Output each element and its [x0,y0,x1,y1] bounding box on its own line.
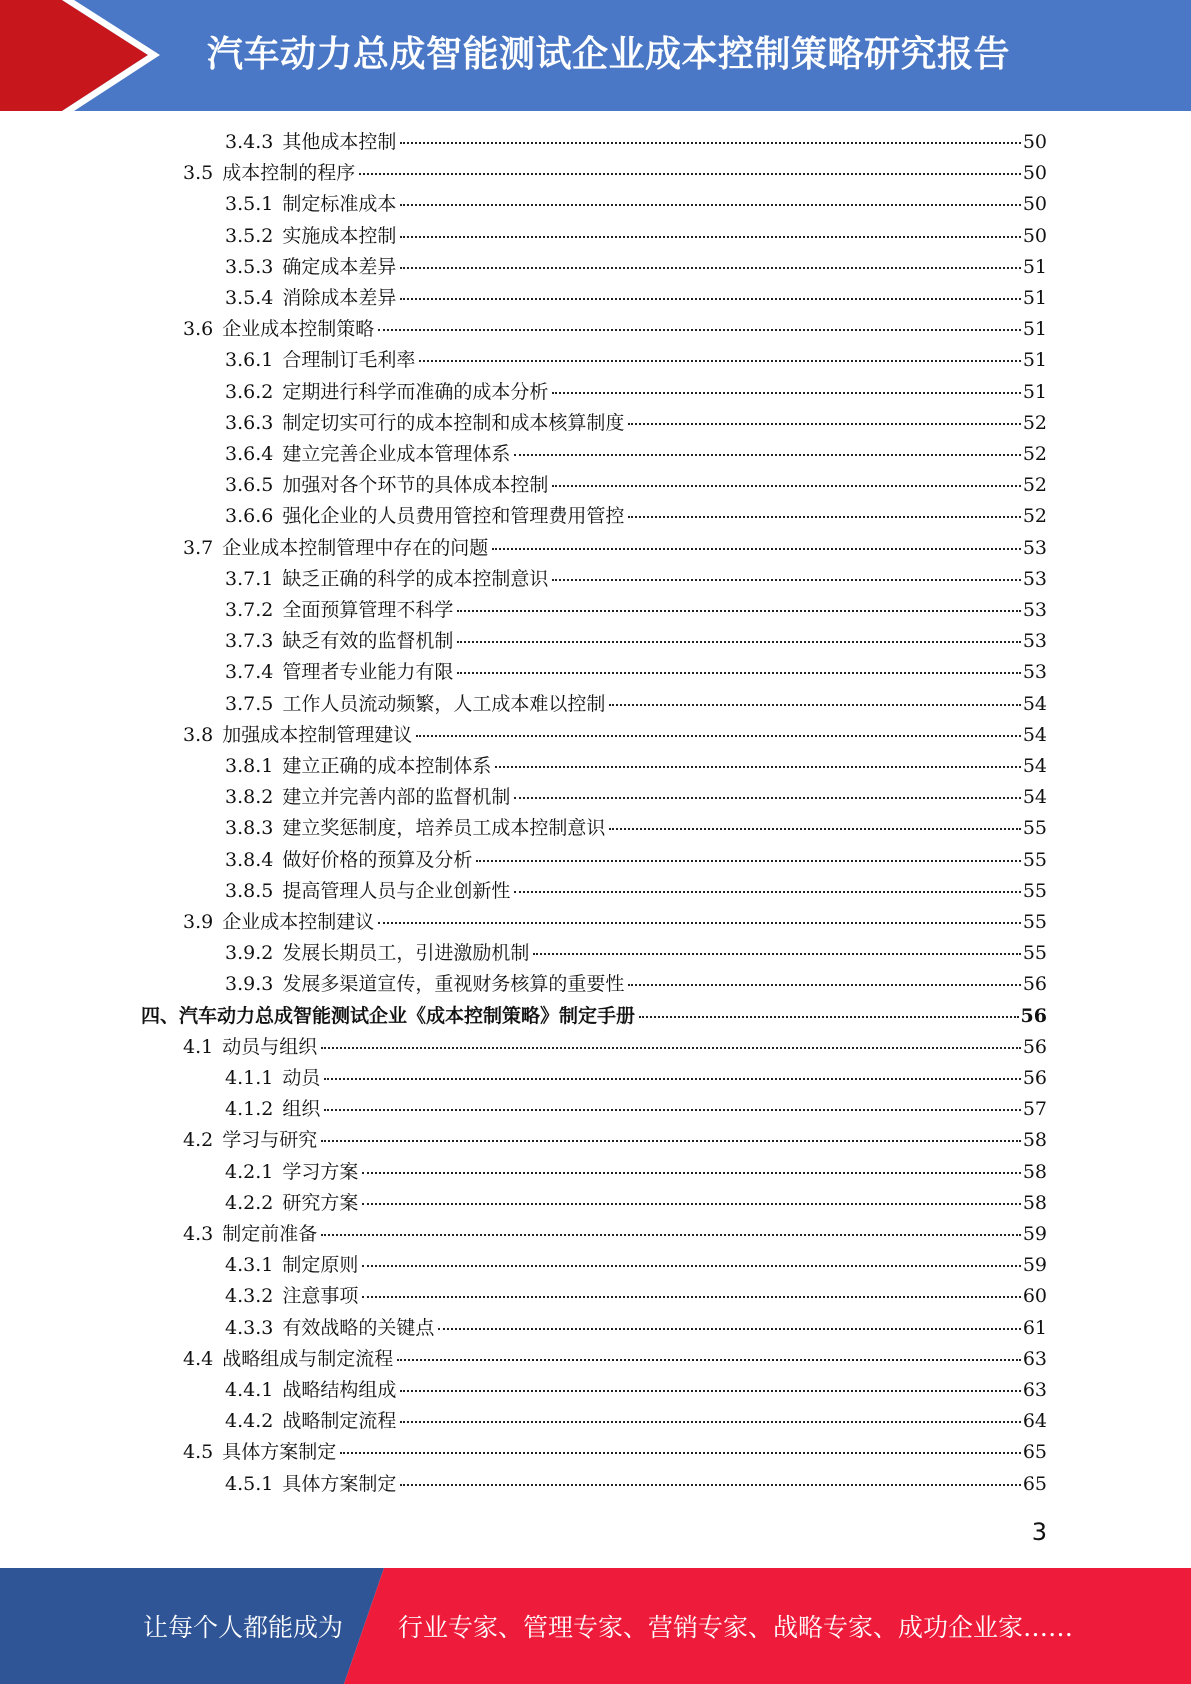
toc-entry[interactable] [225,1157,1047,1188]
toc-entry-number: 4.2.1 [225,1160,274,1183]
toc-entry-number: 4.2 [183,1129,214,1152]
toc-entry[interactable] [141,1001,1047,1032]
report-title: 汽车动力总成智能测试企业成本控制策略研究报告 [207,34,1011,75]
toc-entry-page: 52 [1022,474,1047,497]
toc-entry-page: 52 [1022,505,1047,528]
toc-entry-number: 3.7 [183,536,214,559]
toc-entry-page: 53 [1022,599,1047,621]
toc-entry-title: 实施成本控制 [282,224,397,247]
toc-entry[interactable] [225,1188,1047,1219]
toc-entry[interactable] [225,1469,1047,1500]
toc-leader-dots [362,1203,1020,1205]
toc-entry[interactable] [225,626,1047,657]
toc-entry-title: 全面预算管理不科学 [282,599,454,621]
footer-banner [0,1568,1191,1684]
toc-entry[interactable] [183,1344,1047,1375]
toc-leader-dots [321,1234,1021,1236]
toc-entry-title: 战略组成与制定流程 [222,1347,394,1370]
toc-entry-number: 3.7.2 [225,599,274,621]
toc-entry-title: 动员 [282,1067,321,1089]
toc-entry-page: 63 [1022,1379,1047,1401]
toc-leader-dots [552,485,1020,487]
toc-leader-dots [533,953,1020,955]
toc-entry[interactable] [225,345,1047,376]
toc-leader-dots [457,672,1020,674]
toc-entry-title: 制定标准成本 [282,193,397,216]
toc-leader-dots [400,142,1020,144]
toc-entry-page: 58 [1022,1160,1047,1183]
toc-entry-number: 3.6.2 [225,380,274,403]
footer-slogan-right: 行业专家、管理专家、营销专家、战略专家、成功企业家…… [398,1613,1074,1642]
toc-entry-page: 50 [1022,162,1047,185]
toc-entry-title: 发展多渠道宣传，重视财务核算的重要性 [282,973,625,996]
toc-entry-page: 51 [1022,349,1047,372]
toc-leader-dots [476,860,1020,862]
toc-leader-dots [419,360,1020,362]
toc-entry-page: 61 [1022,1316,1047,1339]
toc-entry[interactable] [225,1063,1047,1094]
toc-entry-title: 具体方案制定 [282,1472,397,1495]
toc-leader-dots [400,236,1020,238]
toc-entry-number: 4.1 [183,1035,214,1058]
toc-entry[interactable] [225,689,1047,720]
toc-entry-number: 4.1.2 [225,1098,274,1121]
toc-leader-dots [438,1328,1020,1330]
header-banner [0,0,1191,111]
toc-entry-number: 3.7.5 [225,692,274,715]
toc-leader-dots [397,1359,1021,1361]
toc-leader-dots [514,891,1020,893]
toc-entry-page: 55 [1022,911,1047,933]
toc-entry-number: 4.3.2 [225,1285,274,1308]
toc-entry-title: 做好价格的预算及分析 [282,848,473,871]
toc-entry-title: 注意事项 [282,1285,359,1308]
toc-entry-title: 管理者专业能力有限 [282,661,454,684]
toc-leader-dots [400,267,1020,269]
toc-leader-dots [321,1047,1021,1049]
toc-entry-number: 3.9.2 [225,942,274,965]
toc-entry-page: 54 [1022,755,1047,777]
toc-entry-page: 59 [1022,1254,1047,1277]
toc-entry-page: 64 [1022,1410,1047,1433]
toc-leader-dots [552,579,1020,581]
toc-entry-page: 55 [1022,942,1047,965]
toc-entry[interactable] [225,439,1047,470]
toc-entry-page: 59 [1022,1223,1047,1245]
toc-entry-title: 四、汽车动力总成智能测试企业《成本控制策略》制定手册 [141,1004,636,1027]
toc-leader-dots [639,1016,1019,1018]
toc-leader-dots [378,922,1021,924]
page-number: 3 [1031,1518,1047,1546]
toc-entry-number: 3.6.4 [225,443,274,465]
toc-entry-title: 加强对各个环节的具体成本控制 [282,474,549,497]
toc-entry-page: 51 [1022,380,1047,403]
toc-entry-number: 3.6.3 [225,411,274,434]
toc-entry-title: 工作人员流动频繁，人工成本难以控制 [282,692,606,715]
toc-entry-page: 53 [1022,630,1047,653]
toc-entry[interactable] [225,408,1047,439]
toc-entry-page: 54 [1022,786,1047,809]
toc-leader-dots [628,516,1020,518]
toc-entry-number: 3.5.4 [225,287,274,309]
toc-entry-page: 55 [1022,879,1047,902]
toc-entry-page: 52 [1022,443,1047,465]
toc-entry-page: 54 [1022,723,1047,746]
toc-entry-number: 3.8.5 [225,879,274,902]
toc-entry[interactable] [225,938,1047,969]
toc-entry-page: 58 [1022,1191,1047,1214]
toc-leader-dots [324,1109,1020,1111]
toc-leader-dots [378,329,1021,331]
toc-leader-dots [362,1296,1020,1298]
toc-entry-number: 3.8.3 [225,817,274,840]
toc-entry-number: 3.5.1 [225,193,274,216]
toc-entry-number: 3.9 [183,911,214,933]
toc-leader-dots [457,610,1020,612]
toc-entry-number: 4.2.2 [225,1191,274,1214]
toc-entry-title: 确定成本差异 [282,255,397,278]
toc-entry[interactable] [225,969,1047,1000]
toc-entry[interactable] [225,564,1047,595]
toc-entry-title: 提高管理人员与企业创新性 [282,879,511,902]
toc-leader-dots [495,766,1020,768]
toc-entry-page: 55 [1022,848,1047,871]
toc-entry[interactable] [183,907,1047,938]
toc-entry-page: 57 [1022,1098,1047,1121]
toc-entry[interactable] [183,1125,1047,1156]
toc-entry[interactable] [225,876,1047,907]
toc-leader-dots [324,1078,1020,1080]
toc-entry-page: 50 [1022,224,1047,247]
footer-slogan-left: 让每个人都能成为 [143,1613,344,1642]
toc-entry-number: 4.3.3 [225,1316,274,1339]
toc-entry-title: 建立完善企业成本管理体系 [282,443,511,465]
toc-entry-title: 强化企业的人员费用管控和管理费用管控 [282,505,625,528]
toc-entry-number: 3.8.2 [225,786,274,809]
toc-entry-number: 4.4.2 [225,1410,274,1433]
toc-entry[interactable] [225,127,1047,158]
toc-entry-page: 54 [1022,692,1047,715]
toc-entry-title: 研究方案 [282,1191,359,1214]
toc-leader-dots [362,1172,1020,1174]
toc-entry[interactable] [225,1313,1047,1344]
toc-entry-page: 52 [1022,411,1047,434]
toc-entry-number: 3.8 [183,723,214,746]
toc-entry-number: 3.9.3 [225,973,274,996]
toc-leader-dots [628,984,1020,986]
toc-entry-title: 企业成本控制建议 [222,911,375,933]
toc-entry[interactable] [225,221,1047,252]
toc-entry-number: 4.4.1 [225,1379,274,1401]
toc-entry[interactable] [225,189,1047,220]
toc-entry-title: 企业成本控制策略 [222,318,375,341]
toc-entry[interactable] [225,751,1047,782]
toc-leader-dots [400,298,1020,300]
toc-entry-number: 3.6.5 [225,474,274,497]
toc-entry-title: 其他成本控制 [282,131,397,153]
toc-leader-dots [400,1421,1020,1423]
toc-entry-number: 3.5.2 [225,224,274,247]
toc-leader-dots [609,828,1020,830]
toc-entry[interactable] [225,595,1047,626]
toc-entry-page: 56 [1022,1035,1047,1058]
toc-entry[interactable] [225,1375,1047,1406]
toc-leader-dots [514,454,1020,456]
toc-entry-page: 56 [1020,1004,1047,1027]
toc-entry[interactable] [183,1219,1047,1250]
toc-entry-number: 4.3.1 [225,1254,274,1277]
toc-leader-dots [400,1390,1020,1392]
toc-entry[interactable] [225,1406,1047,1437]
toc-entry-title: 战略结构组成 [282,1379,397,1401]
toc-entry-number: 4.5 [183,1441,214,1464]
toc-entry-title: 企业成本控制管理中存在的问题 [222,536,489,559]
toc-entry-page: 63 [1022,1347,1047,1370]
toc-entry-number: 3.7.4 [225,661,274,684]
toc-entry-title: 合理制订毛利率 [282,349,416,372]
toc-entry-number: 3.4.3 [225,131,274,153]
toc-entry-number: 4.1.1 [225,1067,274,1089]
toc-entry-title: 学习与研究 [222,1129,318,1152]
toc-entry-title: 建立奖惩制度，培养员工成本控制意识 [282,817,606,840]
toc-entry-number: 3.6 [183,318,214,341]
toc-leader-dots [628,423,1020,425]
toc-leader-dots [400,1484,1020,1486]
toc-entry-page: 53 [1022,536,1047,559]
toc-entry-page: 51 [1022,287,1047,309]
toc-entry-number: 3.7.1 [225,567,274,590]
toc-entry-page: 56 [1022,973,1047,996]
toc-entry[interactable] [183,720,1047,751]
toc-entry-number: 3.8.4 [225,848,274,871]
toc-entry-number: 3.6.6 [225,505,274,528]
toc-leader-dots [609,704,1020,706]
toc-entry-title: 制定前准备 [222,1223,318,1245]
toc-leader-dots [457,641,1020,643]
toc-entry-page: 55 [1022,817,1047,840]
toc-entry[interactable] [225,501,1047,532]
toc-leader-dots [514,797,1020,799]
toc-entry-page: 56 [1022,1067,1047,1089]
toc-entry[interactable] [183,314,1047,345]
toc-entry[interactable] [183,533,1047,564]
toc-entry-title: 发展长期员工，引进激励机制 [282,942,530,965]
toc-entry[interactable] [225,813,1047,844]
toc-entry[interactable] [225,252,1047,283]
toc-entry[interactable] [225,1281,1047,1312]
toc-entry[interactable] [183,1437,1047,1468]
toc-entry-title: 定期进行科学而准确的成本分析 [282,380,549,403]
toc-leader-dots [552,392,1020,394]
toc-entry-number: 3.8.1 [225,755,274,777]
toc-leader-dots [321,1140,1021,1142]
toc-entry-number: 4.5.1 [225,1472,274,1495]
toc-entry[interactable] [225,782,1047,813]
toc-entry-title: 动员与组织 [222,1035,318,1058]
toc-entry-title: 学习方案 [282,1160,359,1183]
toc-entry-page: 50 [1022,131,1047,153]
toc-entry-page: 65 [1022,1441,1047,1464]
toc-entry-page: 50 [1022,193,1047,216]
toc-entry-number: 3.6.1 [225,349,274,372]
toc-entry[interactable] [225,657,1047,688]
toc-entry-title: 战略制定流程 [282,1410,397,1433]
toc-entry[interactable] [225,377,1047,408]
toc-entry-page: 58 [1022,1129,1047,1152]
toc-entry-title: 具体方案制定 [222,1441,337,1464]
toc-entry-title: 建立并完善内部的监督机制 [282,786,511,809]
toc-entry-title: 制定原则 [282,1254,359,1277]
toc-entry[interactable] [225,470,1047,501]
toc-entry-page: 51 [1022,318,1047,341]
toc-entry-page: 53 [1022,567,1047,590]
toc-entry-title: 组织 [282,1098,321,1121]
toc-leader-dots [340,1452,1021,1454]
toc-entry-title: 加强成本控制管理建议 [222,723,413,746]
toc-leader-dots [416,735,1021,737]
toc-entry-title: 消除成本差异 [282,287,397,309]
toc-leader-dots [362,1265,1020,1267]
toc-entry[interactable] [225,283,1047,314]
toc-entry[interactable] [183,158,1047,189]
toc-entry-number: 3.5.3 [225,255,274,278]
toc-entry-page: 60 [1022,1285,1047,1308]
toc-entry-number: 3.7.3 [225,630,274,653]
toc-entry-page: 65 [1022,1472,1047,1495]
toc-entry-title: 建立正确的成本控制体系 [282,755,492,777]
toc-entry-page: 53 [1022,661,1047,684]
toc-entry-title: 缺乏正确的科学的成本控制意识 [282,567,549,590]
toc-entry-title: 有效战略的关键点 [282,1316,435,1339]
toc-leader-dots [492,548,1021,550]
toc-entry-number: 4.3 [183,1223,214,1245]
toc-leader-dots [400,204,1020,206]
toc-entry[interactable] [225,1250,1047,1281]
toc-leader-dots [359,173,1021,175]
toc-entry-page: 51 [1022,255,1047,278]
toc-entry[interactable] [225,845,1047,876]
toc-entry-number: 4.4 [183,1347,214,1370]
toc-entry-number: 3.5 [183,162,214,185]
toc-entry[interactable] [225,1094,1047,1125]
toc-entry-title: 成本控制的程序 [222,162,356,185]
toc-entry[interactable] [183,1032,1047,1063]
toc-entry-title: 制定切实可行的成本控制和成本核算制度 [282,411,625,434]
toc-entry-title: 缺乏有效的监督机制 [282,630,454,653]
